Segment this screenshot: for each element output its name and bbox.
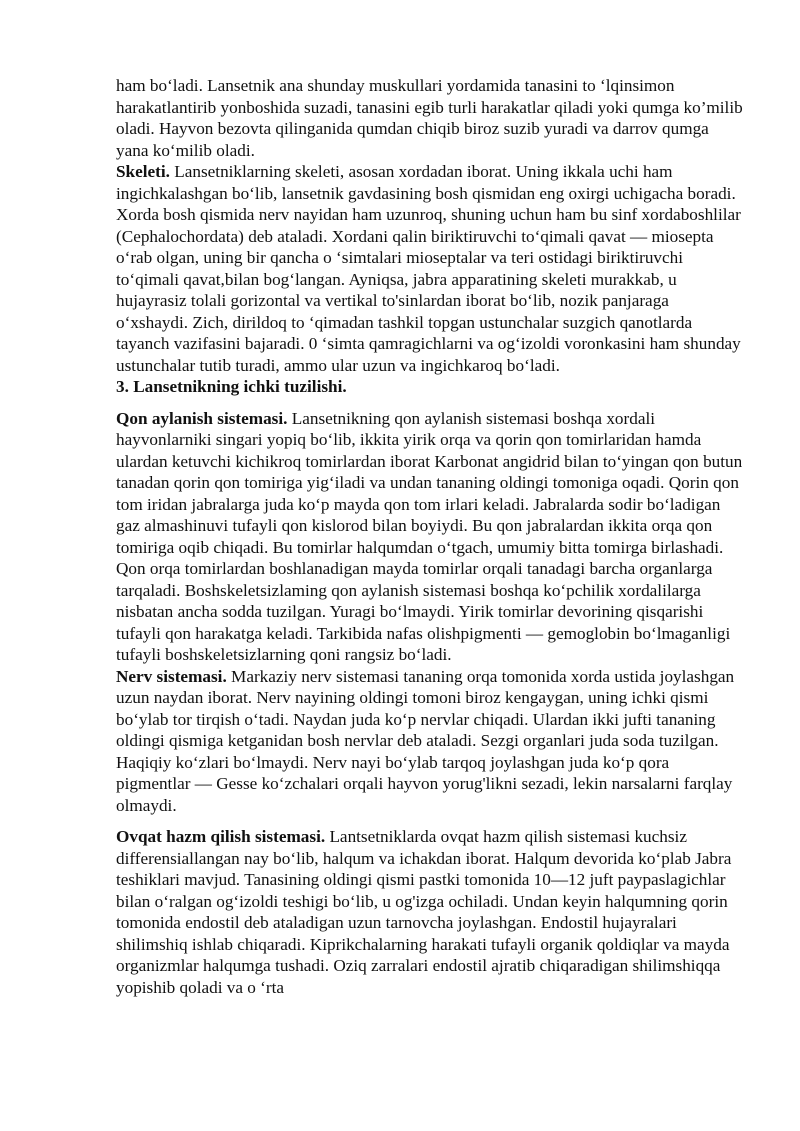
skeleton-text: Lansetniklarning skeleti, asosan xordadan iborat. Uning ikkala uchi ham ingichkalashgan bo‘lib, lansetnik gavdasining bosh qismidan eng oxirgi uchigacha boradi. Xorda bosh qismida nerv nayidan ham uzunroq, shuning uchun ham bu sinf xordaboshlilar (Cephalochordata) deb ataladi. Xordani qalin biriktiruvchi to‘qimali qavat — miosepta o‘rab olgan, uning bir qancha o ‘simtalari mioseptalar va teri ostidagi biriktiruvchi to‘qimali qavat,bilan bog‘langan. Ayniqsa, jabra apparatining skeleti murakkab, u hujayrasiz tolali gorizontal va vertikal to'sinlardan iborat bo‘lib, nozik panjaraga o‘xshaydi. Zich, dirildoq to ‘qimadan tashkil topgan ustunchalar suzgich qanotlarda tayanch vazifasini bajaradi. 0 ‘simta qamragichlarni va og‘izoldi voronkasini ham shunday ustunchalar tutib turadi, ammo ular uzun va ingichkaroq bo‘ladi. — [116, 162, 741, 375]
paragraph-skeleton — [116, 161, 744, 376]
nervous-title: Nerv sistemasi. — [116, 666, 227, 686]
paragraph-circulation — [116, 408, 744, 666]
section-heading-text: 3. Lansetnikning ichki tuzilishi. — [116, 377, 347, 396]
document-page — [116, 75, 744, 998]
paragraph-nervous — [116, 666, 744, 817]
paragraph-intro — [116, 75, 744, 161]
section-heading — [116, 376, 744, 398]
skeleton-title: Skeleti. — [116, 162, 170, 181]
circulation-title: Qon aylanish sistemasi. — [116, 408, 288, 428]
digestion-title: Ovqat hazm qilish sistemasi. — [116, 827, 326, 846]
paragraph-digestion — [116, 826, 744, 998]
digestion-text: Lantsetniklarda ovqat hazm qilish sistemasi kuchsiz differensiallangan nay bo‘lib, halqum va ichakdan iborat. Halqum devorida ko‘plab Jabra teshiklari mavjud. Tanasining oldingi qismi pastki tomonida 10—12 juft paypaslagichlar bilan o‘ralgan og‘izoldi teshigi bo‘lib, u og'izga ochiladi. Undan keyin halqumning qorin tomonida endostil deb ataladigan uzun tarnovcha joylashgan. Endostil hujayralari shilimshiq ishlab chiqaradi. Kiprikchalarning harakati tufayli organik qoldiqlar va mayda organizmlar halqumga tushadi. Oziq zarralari endostil ajratib chiqaradigan shilimshiqqa yopishib qoladi va o ‘rta — [116, 827, 732, 997]
nervous-text: Markaziy nerv sistemasi tananing orqa tomonida xorda ustida joylashgan uzun naydan iborat. Nerv nayining oldingi tomoni biroz kengaygan, uning ichki qismi bo‘ylab tor tirqish o‘tadi. Naydan juda ko‘p nervlar chiqadi. Ulardan ikki jufti tananing oldingi qismiga ketganidan bosh nervlar deb ataladi. Sezgi organlari juda soda tuzilgan. Haqiqiy ko‘zlari bo‘lmaydi. Nerv nayi bo‘ylab tarqoq joylashgan juda ko‘p qora pigmentlar — Gesse ko‘zchalari orqali hayvon yorug'likni sezadi, lekin narsalarni farqlay olmaydi. — [116, 666, 735, 815]
paragraph-intro-text: ham bo‘ladi. Lansetnik ana shunday muskullari yordamida tanasini to ‘lqinsimon harakatlantirib yonboshida suzadi, tanasini egib turli harakatlar qiladi yoki qumga ko’milib oladi. Hayvon bezovta qilinganida qumdan chiqib biroz suzib yuradi va darrov qumga yana ko‘milib oladi. — [116, 76, 743, 160]
circulation-text: Lansetnikning qon aylanish sistemasi boshqa xordali hayvonlarniki singari yopiq bo‘lib, ikkita yirik orqa va qorin qon tomirlaridan hamda ulardan ketuvchi kichikroq tomirlardan iborat Karbonat angidrid bilan to‘yingan qon butun tanadan qorin qon tomiriga yig‘iladi va undan tananing oldingi tomoniga oqadi. Qorin qon tom iridan jabralarga juda ko‘p mayda qon tom irlari keladi. Jabralarda sodir bo‘ladigan gaz almashinuvi tufayli qon kislorod bilan boyiydi. Bu qon jabralardan ikkita orqa qon tomiriga oqib chiqadi. Bu tomirlar halqumdan o‘tgach, umumiy bitta tomirga birlashadi. Qon orqa tomirlardan boshlanadigan mayda tomirlar orqali tanadagi barcha organlarga tarqaladi. Boshskeletsizlaming qon aylanish sistemasi boshqa ko‘pchilik xordalilarga nisbatan ancha sodda tuzilgan. Yuragi bo‘lmaydi. Yirik tomirlar devorining qisqarishi tufayli qon harakatga keladi. Tarkibida nafas olishpigmenti — gemoglobin bo‘lmaganligi tufayli boshskeletsizlarning qoni rangsiz bo‘ladi. — [116, 408, 743, 664]
